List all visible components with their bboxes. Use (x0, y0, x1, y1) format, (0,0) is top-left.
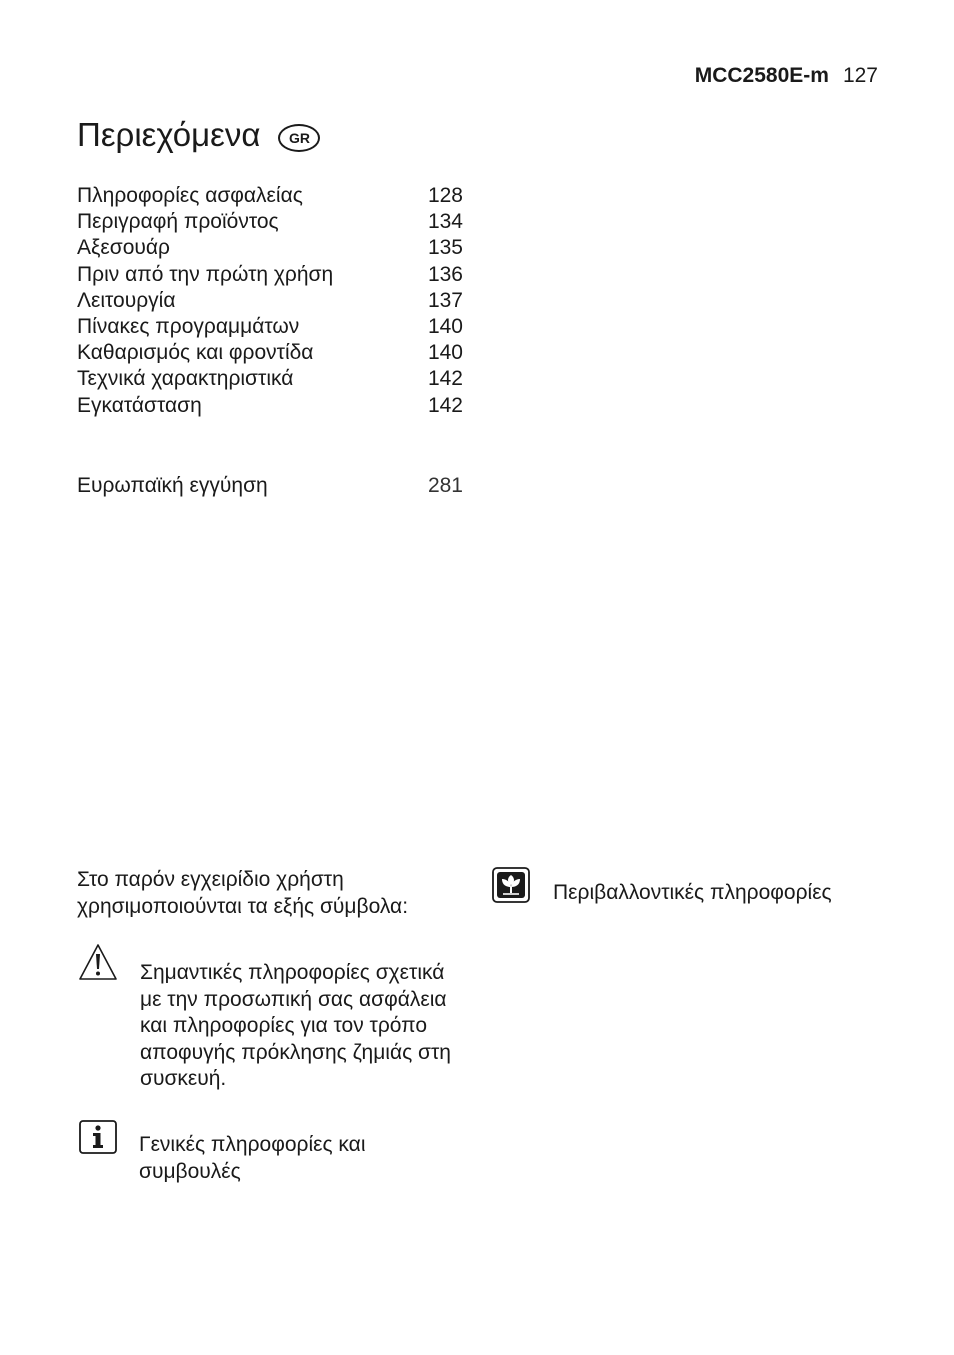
toc-entry-page: 135 (427, 236, 463, 260)
info-symbol-text: Γενικές πληροφορίες και συμβουλές (139, 1133, 366, 1183)
environment-symbol-text: Περιβαλλοντικές πληροφορίες (553, 881, 832, 904)
symbols-intro: Στο παρόν εγχειρίδιο χρήστη χρησιμοποιούνται τα εξής σύμβολα: (77, 868, 409, 918)
toc-entry-label: Πριν από την πρώτη χρήση (77, 262, 334, 286)
toc-entry-label: Καθαρισμός και φροντίδα (77, 341, 314, 365)
warning-triangle-icon (78, 942, 118, 982)
toc-entry-label: Πληροφορίες ασφαλείας (77, 184, 303, 207)
toc-entry-label: Αξεσουάρ (77, 236, 170, 260)
toc-entry-page: 136 (427, 262, 463, 286)
toc-entry-label: Εγκατάσταση (77, 393, 202, 417)
page-header (695, 64, 878, 88)
toc-entry-label: Λειτουργία (77, 288, 176, 312)
info-icon (78, 1118, 118, 1158)
toc-entry[interactable] (77, 366, 463, 392)
toc-entry-label: Περιγραφή προϊόντος (77, 210, 279, 234)
toc-entry[interactable] (77, 209, 463, 235)
environment-flower-icon (491, 866, 531, 906)
page-number: 127 (842, 64, 878, 87)
toc-entry[interactable] (77, 393, 463, 419)
toc-entry[interactable] (77, 314, 463, 340)
toc-entry-page: 128 (427, 184, 463, 207)
warning-symbol-text: Σημαντικές πληροφορίες σχετικά με την προσωπική σας ασφάλεια και πληροφορίες για τον τρόπο αποφυγής πρόκλησης ζημιάς στη συσκευή. (140, 961, 451, 1090)
toc-entry[interactable] (77, 288, 463, 314)
page-title: Περιεχόμενα (77, 116, 261, 153)
toc-entry[interactable] (77, 235, 463, 261)
toc-entry-page: 281 (427, 473, 463, 497)
toc-entry[interactable] (77, 183, 463, 209)
toc-entry-page: 137 (427, 288, 463, 312)
toc-entry-warranty[interactable] (77, 473, 463, 499)
toc-entry-page: 142 (427, 367, 463, 391)
warning-symbol-entry (78, 942, 460, 1093)
toc-entry-page: 142 (427, 393, 463, 417)
toc-entry[interactable] (77, 262, 463, 288)
toc-entry-page: 140 (427, 315, 463, 339)
toc-entry-label: Τεχνικά χαρακτηριστικά (77, 367, 294, 391)
table-of-contents (77, 183, 463, 499)
toc-entry-page: 140 (427, 341, 463, 365)
toc-entry[interactable] (77, 340, 463, 366)
title-row (77, 116, 320, 154)
toc-entry-label: Ευρωπαϊκή εγγύηση (77, 473, 268, 497)
toc-entry-page: 134 (427, 210, 463, 234)
environment-symbol-entry (491, 866, 873, 907)
language-badge: GR (278, 124, 320, 152)
model-name: MCC2580E-m (694, 64, 829, 87)
toc-entry-label: Πίνακες προγραμμάτων (77, 315, 300, 339)
info-symbol-entry (78, 1118, 459, 1185)
